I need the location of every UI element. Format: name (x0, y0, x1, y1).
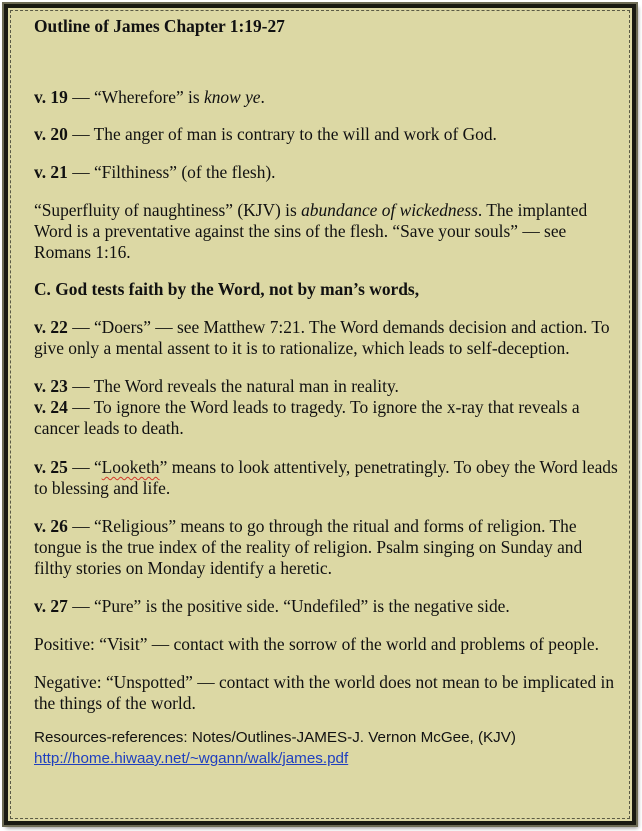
verse-text: “Wherefore” is (93, 87, 205, 107)
superfluity-paragraph (34, 200, 620, 263)
verse-label: v. 22 (34, 317, 68, 337)
verse-text: “Doers” — see Matthew 7:21. The Word demands decision and action. To give only a mental assent to it is to rationalize, which leads to self-deception. (34, 317, 610, 358)
verse-text-end: . (260, 87, 265, 107)
spellcheck-word: Looketh (101, 457, 160, 477)
verse-20 (34, 124, 620, 145)
verse-19 (34, 87, 620, 108)
verse-label: v. 24 (34, 397, 68, 417)
open-quote: “ (93, 457, 102, 477)
verse-25 (34, 457, 620, 499)
em-dash: — (72, 596, 90, 616)
em-dash: — (72, 317, 90, 337)
verse-italic: know ye (204, 87, 261, 107)
paragraph-italic: abundance of wickedness (301, 200, 478, 220)
verse-text: The anger of man is contrary to the will and work of God. (93, 124, 497, 144)
verse-label: v. 19 (34, 87, 68, 107)
negative-paragraph: Negative: “Unspotted” — contact with the world does not mean to be implicated in the things of the world. (34, 672, 615, 713)
note-frame (4, 4, 636, 825)
verse-21 (34, 162, 620, 183)
verse-label: v. 26 (34, 516, 68, 536)
em-dash: — (72, 87, 90, 107)
verse-label: v. 20 (34, 124, 68, 144)
em-dash: — (72, 124, 90, 144)
em-dash: — (72, 376, 90, 396)
verse-label: v. 21 (34, 162, 68, 182)
paragraph-text: “Superfluity of naughtiness” (KJV) is (34, 200, 302, 220)
resource-link[interactable]: http://home.hiwaay.net/~wgann/walk/james.pdf (34, 750, 349, 767)
verse-text: To ignore the Word leads to tragedy. To ignore the x-ray that reveals a cancer leads to death. (34, 397, 580, 438)
resources-references: Resources-references: Notes/Outlines-JAMES-J. Vernon McGee, (KJV) (34, 729, 516, 746)
verse-label: v. 23 (34, 376, 68, 396)
verse-text: The Word reveals the natural man in reality. (93, 376, 399, 396)
em-dash: — (72, 162, 90, 182)
page-title: Outline of James Chapter 1:19-27 (34, 16, 285, 36)
em-dash: — (72, 457, 90, 477)
em-dash: — (72, 516, 90, 536)
verse-label: v. 25 (34, 457, 68, 477)
positive-paragraph: Positive: “Visit” — contact with the sorrow of the world and problems of people. (34, 634, 599, 654)
verse-label: v. 27 (34, 596, 68, 616)
verse-27 (34, 596, 620, 617)
em-dash: — (72, 397, 90, 417)
outline-content (34, 16, 620, 768)
paragraph-text-end: . The implanted Word is a preventative against the sins of the flesh. “Save your souls” — see Romans 1:16. (34, 200, 588, 262)
verse-26 (34, 516, 620, 579)
verse-text: “Religious” means to go through the ritual and forms of religion. The tongue is the true index of the reality of religion. Psalm singing on Sunday and filthy stories on Monday identify a heretic. (34, 516, 583, 578)
section-heading-c: C. God tests faith by the Word, not by man’s words, (34, 279, 420, 299)
verse-text: “Filthiness” (of the flesh). (93, 162, 276, 182)
verse-text: “Pure” is the positive side. “Undefiled” is the negative side. (93, 596, 510, 616)
verse-23 (34, 376, 620, 397)
verse-24 (34, 397, 620, 439)
verse-text: ” means to look attentively, penetratingly. To obey the Word leads to blessing and life. (34, 457, 618, 498)
verse-22 (34, 317, 620, 359)
